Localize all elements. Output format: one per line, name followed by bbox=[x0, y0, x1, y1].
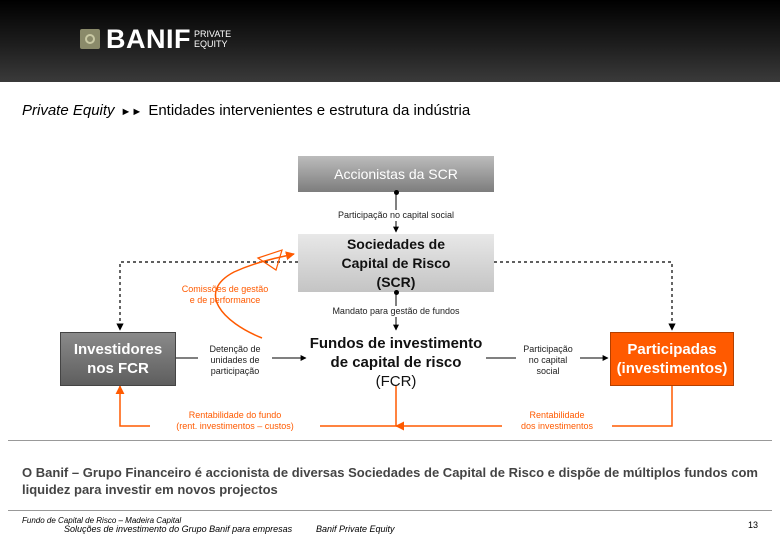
node-fcr-line1: Fundos de investimento bbox=[309, 335, 483, 352]
node-participadas-line2: (investimentos) bbox=[616, 360, 728, 377]
footer-fund-name: Fundo de Capital de Risco – Madeira Capital bbox=[22, 516, 182, 525]
node-accionistas-label: Accionistas da SCR bbox=[334, 166, 458, 182]
label-comissoes bbox=[166, 284, 284, 306]
node-investidores-line1: Investidores bbox=[73, 341, 163, 358]
title-prefix: Private Equity bbox=[22, 102, 115, 119]
label-rentabilidade-inv-line1: Rentabilidade bbox=[529, 410, 585, 420]
label-participacao-line2: no capital bbox=[528, 355, 568, 365]
double-arrow-icon: ►► bbox=[120, 106, 143, 118]
node-scr bbox=[298, 234, 494, 292]
label-detencao-line2: unidades de bbox=[210, 355, 260, 365]
label-rentabilidade-inv-line2: dos investimentos bbox=[520, 421, 594, 431]
label-rentabilidade-fundo bbox=[150, 410, 320, 432]
node-participadas bbox=[610, 332, 734, 386]
statement-text: O Banif – Grupo Financeiro é accionista de diversas Sociedades de Capital de Risco e dispõe de múltiplos fundos com liquidez para investir em novos projectos bbox=[22, 465, 758, 497]
page-number: 13 bbox=[748, 520, 759, 530]
footer-brand: Banif Private Equity bbox=[316, 524, 395, 534]
label-comissoes-line1: Comissões de gestão bbox=[181, 284, 269, 294]
brand-name: BANIF bbox=[106, 24, 191, 54]
label-rentabilidade-fundo-line2: (rent. investimentos – custos) bbox=[176, 421, 294, 431]
node-fcr-line2: de capital de risco bbox=[330, 354, 462, 371]
node-scr-line3: (SCR) bbox=[376, 273, 416, 290]
label-rentabilidade-investimentos bbox=[502, 410, 612, 432]
node-scr-line1: Sociedades de bbox=[346, 235, 446, 252]
label-participacao-capital: Participação no capital social bbox=[296, 210, 496, 221]
label-participacao bbox=[516, 344, 580, 377]
node-participadas-line1: Participadas bbox=[627, 341, 717, 358]
label-comissoes-line2: e de performance bbox=[189, 295, 261, 305]
connector-dot bbox=[394, 290, 399, 295]
divider-bottom bbox=[8, 510, 772, 511]
brand-sub-line1: PRIVATE bbox=[194, 29, 232, 39]
label-mandato: Mandato para gestão de fundos bbox=[296, 306, 496, 317]
label-detencao-line1: Detenção de bbox=[209, 344, 261, 354]
node-investidores-line2: nos FCR bbox=[87, 360, 149, 377]
label-participacao-line3: social bbox=[536, 366, 560, 376]
node-investidores bbox=[60, 332, 176, 386]
title-text: Entidades intervenientes e estrutura da indústria bbox=[148, 102, 471, 119]
connector-dot bbox=[394, 190, 399, 195]
label-participacao-line1: Participação bbox=[523, 344, 573, 354]
label-rentabilidade-fundo-line1: Rentabilidade do fundo bbox=[188, 410, 282, 420]
divider-top bbox=[8, 440, 772, 441]
node-scr-line2: Capital de Risco bbox=[341, 254, 451, 271]
footer-solutions: Soluções de investimento do Grupo Banif para empresas bbox=[64, 524, 293, 534]
dashed-scr-participadas bbox=[494, 262, 672, 330]
node-fcr bbox=[306, 334, 486, 391]
node-accionistas bbox=[298, 156, 494, 192]
label-detencao bbox=[198, 344, 272, 377]
brand-sub-line2: EQUITY bbox=[194, 39, 228, 49]
node-fcr-line3: (FCR) bbox=[375, 373, 417, 390]
label-detencao-line3: participação bbox=[210, 366, 260, 376]
